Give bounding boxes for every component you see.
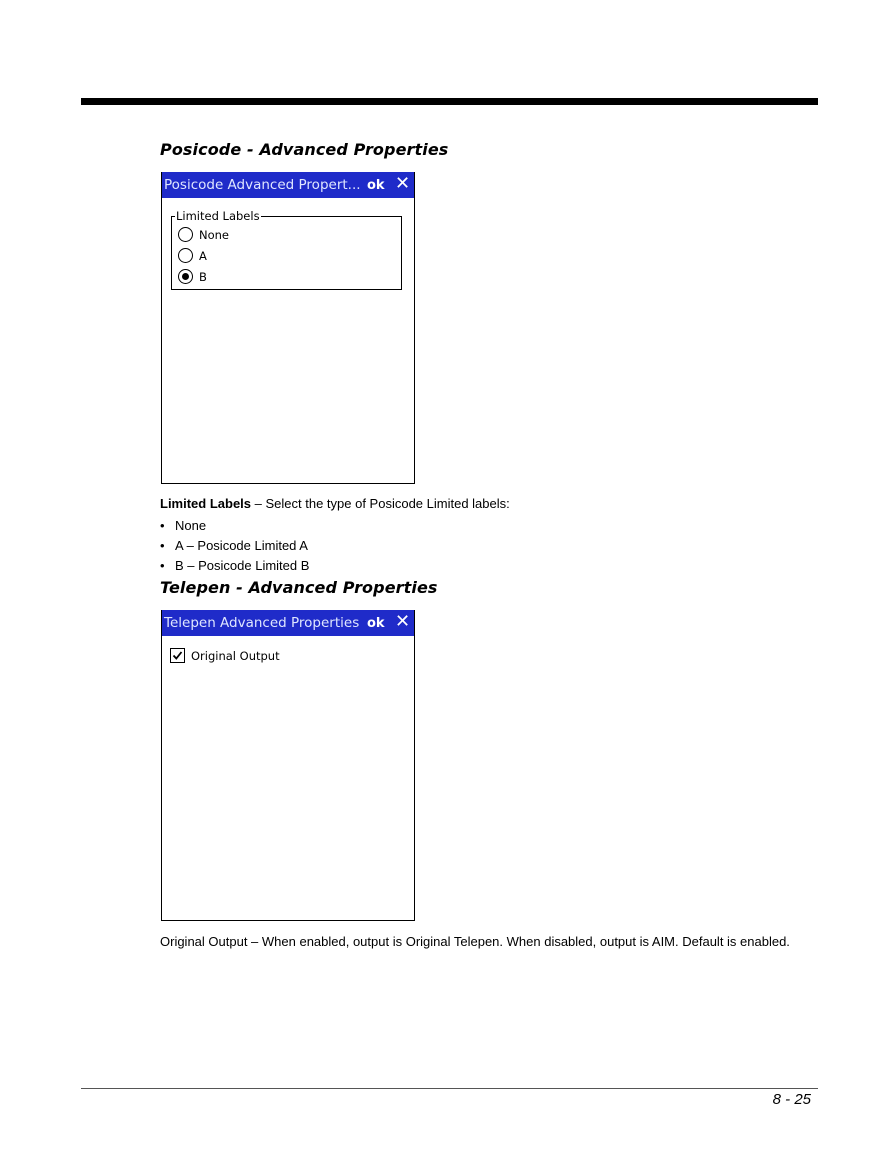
telepen-close-icon[interactable]: ✕ — [395, 611, 411, 632]
posicode-heading: Posicode - Advanced Properties — [160, 140, 449, 159]
footer-rule — [81, 1088, 818, 1089]
original-output-label: Original Output — [191, 648, 280, 663]
bullet-text: B – Posicode Limited B — [175, 558, 310, 573]
radio-a-icon[interactable] — [178, 248, 193, 263]
bullet-icon: • — [160, 518, 165, 533]
bullet-icon: • — [160, 558, 165, 573]
posicode-close-icon[interactable]: ✕ — [395, 173, 411, 194]
bullet-item — [160, 518, 206, 533]
telepen-titlebar — [162, 610, 414, 636]
telepen-dialog — [161, 610, 415, 921]
limited-labels-legend: Limited Labels — [176, 209, 260, 223]
bullet-item — [160, 538, 308, 553]
telepen-dialog-title: Telepen Advanced Properties — [164, 615, 360, 631]
posicode-ok-button[interactable]: ok — [367, 178, 385, 193]
bullet-text: None — [175, 518, 207, 533]
posicode-dialog-title: Posicode Advanced Propert... — [164, 177, 361, 193]
posicode-description-term: Limited Labels — [160, 496, 252, 511]
radio-b-label: B — [199, 269, 207, 284]
telepen-heading: Telepen - Advanced Properties — [160, 578, 438, 597]
posicode-dialog — [161, 172, 415, 484]
radio-none-icon[interactable] — [178, 227, 193, 242]
posicode-titlebar — [162, 172, 414, 198]
radio-none-label: None — [199, 227, 230, 242]
telepen-ok-button[interactable]: ok — [367, 616, 385, 631]
radio-a-label: A — [199, 248, 207, 263]
radio-option-b[interactable] — [178, 269, 207, 284]
bullet-text: A – Posicode Limited A — [175, 538, 308, 553]
header-rule — [81, 98, 818, 105]
bullet-item — [160, 558, 309, 573]
posicode-description — [160, 496, 510, 511]
radio-b-icon[interactable] — [178, 269, 193, 284]
checkmark-icon[interactable] — [170, 648, 185, 663]
posicode-description-text: – Select the type of Posicode Limited labels: — [251, 496, 510, 511]
radio-option-a[interactable] — [178, 248, 207, 263]
telepen-description: Original Output – When enabled, output is Original Telepen. When disabled, output is AIM. Default is enabled. — [160, 934, 790, 949]
page-number: 8 - 25 — [772, 1091, 811, 1108]
bullet-icon: • — [160, 538, 165, 553]
original-output-option[interactable] — [170, 648, 280, 663]
radio-option-none[interactable] — [178, 227, 229, 242]
